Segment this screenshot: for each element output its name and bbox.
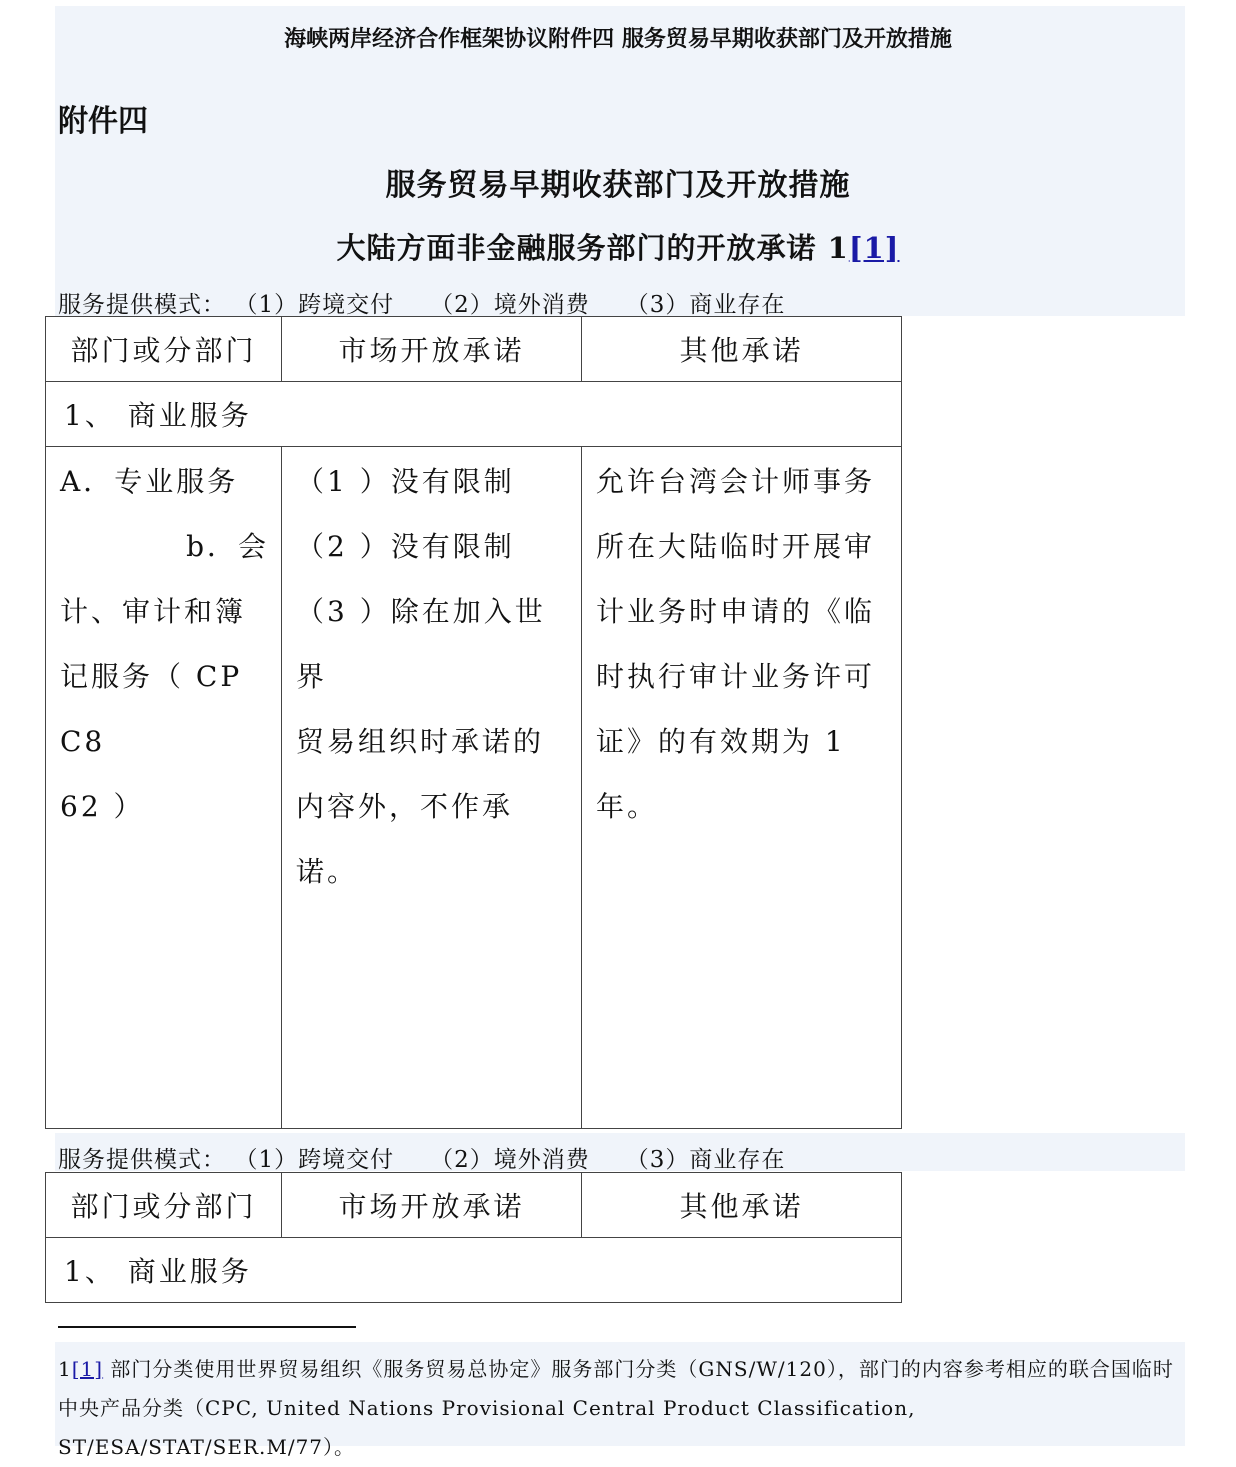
commitment-table-continued [45, 1172, 902, 1303]
table-row [46, 447, 902, 1129]
mode-3: （3）商业存在 [625, 292, 786, 318]
sector-b-line: 62 ） [60, 790, 145, 823]
mode-1: （1）跨境交付 [246, 1147, 395, 1173]
sector-a: A．专业服务 [60, 465, 239, 498]
market-line: 诺。 [296, 855, 359, 888]
market-line: 贸易组织时承诺的 [296, 725, 545, 758]
table-header-row [46, 1173, 902, 1238]
header-market-access: 市场开放承诺 [282, 1173, 582, 1238]
other-commitments-cell [582, 447, 902, 1129]
other-line: 年。 [596, 790, 659, 823]
annex-label: 附件四 [58, 104, 148, 139]
footnote-number: 1 [58, 1357, 72, 1381]
other-line: 所在大陆临时开展审 [596, 530, 876, 563]
main-title: 服务贸易早期收获部门及开放措施 [385, 168, 851, 203]
service-mode-line [58, 286, 821, 319]
other-line: 计业务时申请的《临 [596, 595, 876, 628]
sub-title [0, 226, 1236, 267]
sector-b-line: 计、审计和簿 [60, 595, 247, 628]
service-mode-line-repeat [58, 1141, 821, 1174]
footnote-backref-link[interactable]: [1] [71, 1357, 104, 1381]
mode-2: （2）境外消费 [430, 292, 590, 318]
section-row [46, 382, 902, 447]
sub-title-text: 大陆方面非金融服务部门的开放承诺 1 [336, 231, 849, 265]
mode-2: （2）境外消费 [430, 1147, 590, 1173]
mode-3: （3）商业存在 [625, 1147, 786, 1173]
market-line: （3 ）除在加入世界 [296, 595, 546, 693]
header-other: 其他承诺 [582, 317, 902, 382]
sector-cell [46, 447, 282, 1129]
header-sector: 部门或分部门 [46, 317, 282, 382]
section-business-services: 1、 商业服务 [46, 1238, 902, 1303]
footnote-ref-link[interactable]: [1] [848, 231, 900, 265]
header-sector: 部门或分部门 [46, 1173, 282, 1238]
commitment-table [45, 316, 902, 1129]
market-line: （1 ）没有限制 [296, 465, 515, 498]
footnote-divider [58, 1326, 356, 1328]
footnote [58, 1350, 1188, 1467]
header-title: 海峡两岸经济合作框架协议附件四 服务贸易早期收获部门及开放措施 [284, 26, 952, 52]
mode-label: 服务提供模式： [58, 1147, 226, 1173]
market-access-cell [282, 447, 582, 1129]
sector-b-line: 记服务（ CP C8 [60, 660, 243, 758]
other-line: 证》的有效期为 1 [596, 725, 846, 758]
market-line: 内容外，不作承 [296, 790, 514, 823]
mode-1: （1）跨境交付 [246, 292, 395, 318]
header-other: 其他承诺 [582, 1173, 902, 1238]
section-business-services: 1、 商业服务 [46, 382, 902, 447]
other-line: 时执行审计业务许可 [596, 660, 876, 693]
sector-b-first: b．会 [186, 530, 269, 563]
table-header-row [46, 317, 902, 382]
mode-label: 服务提供模式： [58, 292, 226, 318]
section-row [46, 1238, 902, 1303]
other-line: 允许台湾会计师事务 [596, 465, 876, 498]
header-market-access: 市场开放承诺 [282, 317, 582, 382]
market-line: （2 ）没有限制 [296, 530, 515, 563]
footnote-text: 部门分类使用世界贸易组织《服务贸易总协定》服务部门分类（GNS/W/120），部门的内容参考相应的联合国临时中央产品分类（CPC, United Nations Provisional Central Product Classification, ST/ESA/STAT/SER.M/77）。 [58, 1357, 1174, 1459]
